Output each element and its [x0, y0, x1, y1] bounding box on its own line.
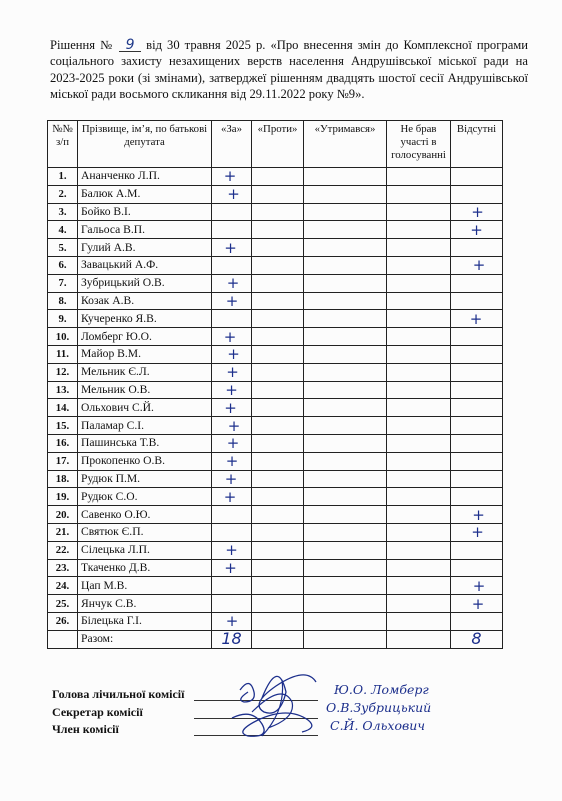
- vote-cell-absent: [451, 328, 503, 346]
- deputy-name: Рудюк С.О.: [78, 488, 212, 506]
- vote-cell-abstain: [304, 310, 387, 328]
- vote-cell-not-voted: [387, 417, 451, 435]
- vote-cell-abstain: [304, 363, 387, 381]
- vote-cell-absent: [451, 274, 503, 292]
- row-number: 20.: [48, 506, 78, 524]
- vote-cell-not-voted: [387, 203, 451, 221]
- row-number: 21.: [48, 523, 78, 541]
- vote-cell-abstain: [304, 434, 387, 452]
- vote-cell-for: [212, 203, 252, 221]
- row-number: 18.: [48, 470, 78, 488]
- vote-cell-for: +: [212, 612, 252, 630]
- row-number: 4.: [48, 221, 78, 239]
- member-handwritten-name: С.Й. Ольхович: [330, 718, 426, 733]
- vote-cell-not-voted: [387, 185, 451, 203]
- vote-cell-for: +: [212, 417, 252, 435]
- table-row: [48, 310, 503, 328]
- deputy-name: Рудюк П.М.: [78, 470, 212, 488]
- vote-cell-abstain: [304, 541, 387, 559]
- row-number: 1.: [48, 168, 78, 186]
- deputy-name: Мельник Є.Л.: [78, 363, 212, 381]
- vote-cell-for: +: [212, 274, 252, 292]
- vote-cell-absent: +: [451, 256, 503, 274]
- row-number: 12.: [48, 363, 78, 381]
- vote-cell-not-voted: [387, 239, 451, 257]
- vote-cell-abstain: [304, 256, 387, 274]
- vote-cell-for: +: [212, 559, 252, 577]
- deputy-name: Прокопенко О.В.: [78, 452, 212, 470]
- vote-cell-not-voted: [387, 506, 451, 524]
- row-number: 25.: [48, 595, 78, 613]
- secretary-label: Секретар комісії: [52, 704, 143, 719]
- vote-cell-for: +: [212, 381, 252, 399]
- vote-cell-for: +: [212, 292, 252, 310]
- vote-cell-against: [252, 345, 304, 363]
- vote-cell-abstain: [304, 470, 387, 488]
- vote-cell-abstain: [304, 328, 387, 346]
- vote-cell-absent: [451, 185, 503, 203]
- vote-cell-absent: [451, 470, 503, 488]
- vote-cell-not-voted: [387, 256, 451, 274]
- vote-cell-absent: [451, 239, 503, 257]
- col-header-for: «За»: [212, 121, 252, 168]
- row-number: 5.: [48, 239, 78, 257]
- row-number: 13.: [48, 381, 78, 399]
- table-row: [48, 168, 503, 186]
- deputy-name: Мельник О.В.: [78, 381, 212, 399]
- member-line: [52, 721, 184, 739]
- vote-cell-abstain: [304, 488, 387, 506]
- vote-cell-for: +: [212, 345, 252, 363]
- deputy-name: Савенко О.Ю.: [78, 506, 212, 524]
- table-row: [48, 256, 503, 274]
- vote-cell-not-voted: [387, 274, 451, 292]
- row-number: 16.: [48, 434, 78, 452]
- vote-cell-against: [252, 488, 304, 506]
- deputy-name: Янчук С.В.: [78, 595, 212, 613]
- row-number: 23.: [48, 559, 78, 577]
- row-number: 14.: [48, 399, 78, 417]
- vote-cell-absent: +: [451, 221, 503, 239]
- vote-cell-abstain: [304, 399, 387, 417]
- vote-cell-absent: [451, 434, 503, 452]
- vote-cell-for: [212, 310, 252, 328]
- vote-cell-not-voted: [387, 345, 451, 363]
- row-number: 17.: [48, 452, 78, 470]
- vote-cell-for: +: [212, 452, 252, 470]
- vote-cell-against: [252, 292, 304, 310]
- row-number: 26.: [48, 612, 78, 630]
- vote-cell-against: [252, 274, 304, 292]
- voting-table: [47, 120, 503, 649]
- table-row: [48, 434, 503, 452]
- chair-label: Голова лічильної комісії: [52, 687, 185, 701]
- vote-cell-not-voted: [387, 470, 451, 488]
- row-number: 6.: [48, 256, 78, 274]
- decision-number: 9: [119, 39, 141, 52]
- col-header-abstain: «Утримався»: [304, 121, 387, 168]
- table-row: [48, 541, 503, 559]
- vote-cell-for: +: [212, 168, 252, 186]
- total-row: [48, 630, 503, 648]
- deputy-name: Майор В.М.: [78, 345, 212, 363]
- vote-cell-absent: [451, 292, 503, 310]
- handwritten-signatures: [222, 668, 482, 748]
- vote-cell-absent: [451, 452, 503, 470]
- vote-cell-against: [252, 470, 304, 488]
- vote-cell-against: [252, 595, 304, 613]
- vote-cell-against: [252, 221, 304, 239]
- col-header-against: «Проти»: [252, 121, 304, 168]
- deputy-name: Білецька Г.І.: [78, 612, 212, 630]
- vote-cell-abstain: [304, 559, 387, 577]
- signature-block: [52, 686, 184, 739]
- vote-cell-absent: [451, 381, 503, 399]
- secretary-line: [52, 704, 184, 722]
- table-header-row: [48, 121, 503, 168]
- vote-cell-against: [252, 168, 304, 186]
- vote-cell-for: [212, 523, 252, 541]
- vote-cell-against: [252, 577, 304, 595]
- vote-cell-absent: +: [451, 203, 503, 221]
- row-number: 24.: [48, 577, 78, 595]
- table-row: [48, 203, 503, 221]
- vote-cell-abstain: [304, 274, 387, 292]
- vote-cell-against: [252, 203, 304, 221]
- table-row: [48, 363, 503, 381]
- vote-cell-against: [252, 310, 304, 328]
- table-row: [48, 488, 503, 506]
- total-for: 18: [212, 630, 252, 648]
- chair-line: [52, 686, 184, 704]
- deputy-name: Гальоса В.П.: [78, 221, 212, 239]
- row-number: 7.: [48, 274, 78, 292]
- table-row: [48, 470, 503, 488]
- vote-cell-not-voted: [387, 168, 451, 186]
- row-number: 15.: [48, 417, 78, 435]
- vote-cell-absent: [451, 399, 503, 417]
- deputy-name: Ломберг Ю.О.: [78, 328, 212, 346]
- deputy-name: Кучеренко Я.В.: [78, 310, 212, 328]
- vote-cell-abstain: [304, 523, 387, 541]
- vote-cell-not-voted: [387, 363, 451, 381]
- vote-cell-absent: +: [451, 310, 503, 328]
- row-number: 2.: [48, 185, 78, 203]
- deputy-name: Бойко В.І.: [78, 203, 212, 221]
- table-row: [48, 239, 503, 257]
- deputy-name: Ананченко Л.П.: [78, 168, 212, 186]
- vote-cell-not-voted: [387, 221, 451, 239]
- vote-cell-absent: [451, 417, 503, 435]
- vote-cell-for: [212, 595, 252, 613]
- vote-cell-absent: +: [451, 595, 503, 613]
- vote-cell-not-voted: [387, 381, 451, 399]
- vote-cell-abstain: [304, 345, 387, 363]
- row-number: 10.: [48, 328, 78, 346]
- vote-cell-not-voted: [387, 541, 451, 559]
- table-row: [48, 381, 503, 399]
- vote-cell-absent: [451, 612, 503, 630]
- vote-cell-against: [252, 417, 304, 435]
- vote-cell-absent: [451, 559, 503, 577]
- deputy-name: Пашинська Т.В.: [78, 434, 212, 452]
- total-empty-cell: [48, 630, 78, 648]
- signature-scribbles: [222, 668, 332, 748]
- vote-cell-against: [252, 612, 304, 630]
- col-header-number: №№ з/п: [48, 121, 78, 168]
- vote-cell-against: [252, 541, 304, 559]
- vote-cell-against: [252, 381, 304, 399]
- table-row: [48, 274, 503, 292]
- table-row: [48, 292, 503, 310]
- row-number: 22.: [48, 541, 78, 559]
- vote-cell-absent: +: [451, 577, 503, 595]
- vote-cell-absent: +: [451, 506, 503, 524]
- table-row: [48, 506, 503, 524]
- vote-cell-not-voted: [387, 559, 451, 577]
- deputy-name: Зубрицький О.В.: [78, 274, 212, 292]
- vote-cell-abstain: [304, 203, 387, 221]
- deputy-name: Козак А.В.: [78, 292, 212, 310]
- decision-prefix: Рішення №: [50, 38, 115, 52]
- vote-cell-against: [252, 185, 304, 203]
- vote-cell-against: [252, 434, 304, 452]
- vote-cell-not-voted: [387, 328, 451, 346]
- voting-table-body: [48, 168, 503, 631]
- vote-cell-for: +: [212, 488, 252, 506]
- vote-cell-for: [212, 577, 252, 595]
- table-row: [48, 612, 503, 630]
- vote-cell-abstain: [304, 239, 387, 257]
- member-label: Член комісії: [52, 722, 119, 736]
- row-number: 9.: [48, 310, 78, 328]
- vote-cell-abstain: [304, 612, 387, 630]
- vote-cell-against: [252, 256, 304, 274]
- vote-cell-for: [212, 221, 252, 239]
- table-row: [48, 185, 503, 203]
- table-row: [48, 345, 503, 363]
- vote-cell-abstain: [304, 168, 387, 186]
- vote-cell-not-voted: [387, 595, 451, 613]
- vote-cell-against: [252, 523, 304, 541]
- vote-cell-abstain: [304, 577, 387, 595]
- vote-cell-for: +: [212, 185, 252, 203]
- vote-cell-abstain: [304, 185, 387, 203]
- vote-cell-abstain: [304, 506, 387, 524]
- vote-cell-absent: [451, 541, 503, 559]
- vote-cell-not-voted: [387, 399, 451, 417]
- table-row: [48, 399, 503, 417]
- row-number: 3.: [48, 203, 78, 221]
- vote-cell-not-voted: [387, 310, 451, 328]
- deputy-name: Балюк А.М.: [78, 185, 212, 203]
- deputy-name: Цап М.В.: [78, 577, 212, 595]
- vote-cell-absent: [451, 363, 503, 381]
- vote-cell-not-voted: [387, 488, 451, 506]
- vote-cell-abstain: [304, 452, 387, 470]
- total-absent: 8: [451, 630, 503, 648]
- deputy-name: Паламар С.І.: [78, 417, 212, 435]
- vote-cell-for: +: [212, 239, 252, 257]
- secretary-handwritten-name: О.В.Зубрицький: [326, 700, 432, 715]
- col-header-name: Прізвище, ім’я, по батькові депутата: [78, 121, 212, 168]
- vote-cell-against: [252, 559, 304, 577]
- row-number: 8.: [48, 292, 78, 310]
- row-number: 19.: [48, 488, 78, 506]
- vote-cell-abstain: [304, 417, 387, 435]
- vote-cell-absent: [451, 168, 503, 186]
- vote-cell-not-voted: [387, 577, 451, 595]
- vote-cell-for: +: [212, 399, 252, 417]
- vote-cell-against: [252, 239, 304, 257]
- total-label: Разом:: [78, 630, 212, 648]
- deputy-name: Ольхович С.Й.: [78, 399, 212, 417]
- decision-heading: [50, 37, 528, 102]
- vote-cell-not-voted: [387, 452, 451, 470]
- vote-cell-for: +: [212, 434, 252, 452]
- col-header-not-voted: Не брав участі в голосуванні: [387, 121, 451, 168]
- vote-cell-against: [252, 452, 304, 470]
- vote-cell-against: [252, 506, 304, 524]
- deputy-name: Святюк Є.П.: [78, 523, 212, 541]
- vote-cell-not-voted: [387, 612, 451, 630]
- table-row: [48, 417, 503, 435]
- table-row: [48, 559, 503, 577]
- vote-cell-not-voted: [387, 523, 451, 541]
- total-abstain: [304, 630, 387, 648]
- table-row: [48, 221, 503, 239]
- total-against: [252, 630, 304, 648]
- vote-cell-absent: +: [451, 523, 503, 541]
- decision-text: від 30 травня 2025 р. «Про внесення змін до Комплексної програми соціального захисту незахищених верств населення Андрушівської міської ради на 2023-2025 роки (зі змінами), затверджеї рішенням двадцять шостої сесії Андрушівської міської ради восьмого скликання від 29.11.2022 року №9».: [50, 38, 528, 101]
- table-row: [48, 523, 503, 541]
- vote-cell-abstain: [304, 595, 387, 613]
- vote-cell-for: [212, 506, 252, 524]
- vote-cell-not-voted: [387, 434, 451, 452]
- vote-cell-for: +: [212, 363, 252, 381]
- vote-cell-not-voted: [387, 292, 451, 310]
- vote-cell-against: [252, 399, 304, 417]
- table-row: [48, 328, 503, 346]
- table-row: [48, 595, 503, 613]
- vote-cell-for: +: [212, 328, 252, 346]
- vote-cell-for: +: [212, 541, 252, 559]
- total-not-voted: [387, 630, 451, 648]
- deputy-name: Сілецька Л.П.: [78, 541, 212, 559]
- vote-cell-against: [252, 328, 304, 346]
- vote-cell-for: [212, 256, 252, 274]
- row-number: 11.: [48, 345, 78, 363]
- vote-cell-absent: [451, 488, 503, 506]
- vote-cell-abstain: [304, 292, 387, 310]
- vote-cell-absent: [451, 345, 503, 363]
- deputy-name: Гулий А.В.: [78, 239, 212, 257]
- vote-cell-abstain: [304, 381, 387, 399]
- vote-cell-for: +: [212, 470, 252, 488]
- table-row: [48, 452, 503, 470]
- deputy-name: Ткаченко Д.В.: [78, 559, 212, 577]
- chair-handwritten-name: Ю.О. Ломберг: [334, 682, 429, 697]
- table-row: [48, 577, 503, 595]
- deputy-name: Завацький А.Ф.: [78, 256, 212, 274]
- col-header-absent: Відсутні: [451, 121, 503, 168]
- vote-cell-abstain: [304, 221, 387, 239]
- vote-cell-against: [252, 363, 304, 381]
